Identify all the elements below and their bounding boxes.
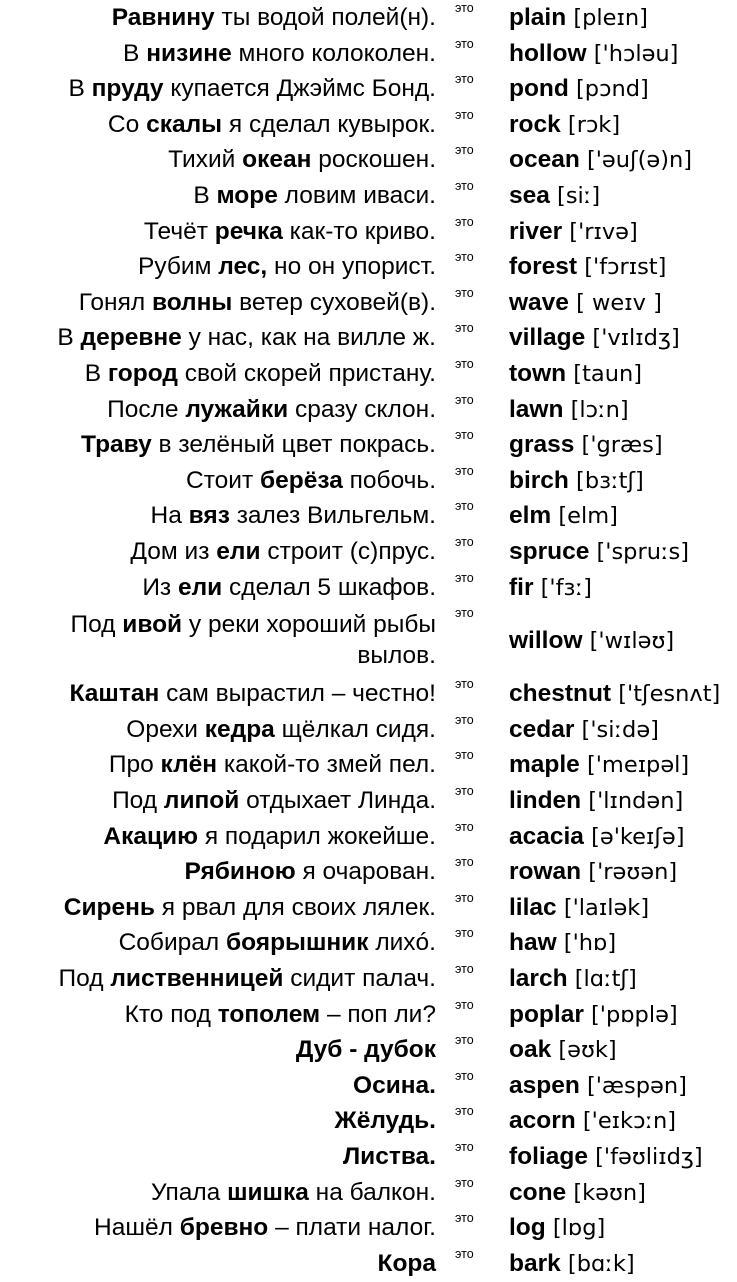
english-entry <box>509 712 659 749</box>
russian-keyword: ели <box>216 538 261 565</box>
russian-keyword: лес, <box>218 253 268 281</box>
russian-keyword: вяз <box>188 502 230 530</box>
russian-mnemonic <box>0 676 436 712</box>
russian-keyword: Осина. <box>353 1071 436 1099</box>
transcription: ['fɜː] <box>533 574 592 601</box>
russian-keyword: Рябиною <box>184 858 296 886</box>
english-entry <box>509 356 642 393</box>
russian-text: в зелёный цвет покрась. <box>151 431 436 459</box>
connector-label: это <box>455 748 474 763</box>
vocab-row <box>0 320 737 356</box>
russian-mnemonic <box>0 71 436 107</box>
russian-text: Рубим <box>138 253 219 281</box>
vocab-row <box>0 1139 737 1175</box>
russian-mnemonic <box>0 1246 436 1282</box>
russian-text: Орехи <box>126 715 205 743</box>
russian-keyword: скалы <box>146 110 223 138</box>
russian-text: как-то криво. <box>282 217 436 245</box>
russian-mnemonic <box>0 1175 436 1211</box>
russian-text: Гонял <box>78 288 152 316</box>
vocab-row <box>0 356 737 392</box>
russian-text: побочь. <box>342 466 436 494</box>
vocab-row <box>0 854 737 890</box>
russian-mnemonic <box>0 1032 436 1068</box>
english-entry <box>509 0 648 37</box>
connector-label: это <box>455 535 474 549</box>
transcription: ['meɪpəl] <box>579 752 690 779</box>
transcription: [pɔnd] <box>568 76 649 103</box>
english-word: ocean <box>509 146 580 174</box>
vocab-row <box>0 36 737 72</box>
russian-keyword: берёза <box>260 466 343 494</box>
russian-text: я сделал кувырок. <box>222 110 436 138</box>
english-word: aspen <box>509 1071 580 1099</box>
russian-text: купается Джэймс Бонд. <box>163 75 436 103</box>
russian-text: Стоит <box>186 466 260 494</box>
connector-label: это <box>455 1140 474 1154</box>
english-word: grass <box>509 431 575 459</box>
english-entry <box>509 925 616 962</box>
russian-text: На <box>150 502 189 530</box>
russian-keyword: океан <box>242 146 312 174</box>
russian-keyword: Акацию <box>103 822 199 850</box>
vocab-row <box>0 392 737 428</box>
english-word: cone <box>509 1178 567 1206</box>
russian-keyword: низине <box>146 39 232 67</box>
connector-label: это <box>455 926 474 941</box>
vocab-row <box>0 534 737 570</box>
russian-keyword: клён <box>160 751 218 779</box>
russian-text: сидит палач. <box>283 965 436 992</box>
russian-mnemonic <box>0 178 436 214</box>
russian-mnemonic <box>0 392 436 428</box>
transcription: ['eɪkɔːn] <box>575 1108 677 1135</box>
russian-text: В <box>84 360 108 387</box>
connector-label: это <box>455 36 474 51</box>
english-word: elm <box>509 502 552 530</box>
russian-text: я рвал для своих лялек. <box>154 893 436 921</box>
connector-label: это <box>455 962 474 976</box>
russian-mnemonic <box>0 570 436 606</box>
english-word: rowan <box>509 858 582 886</box>
vocab-row <box>0 1246 737 1282</box>
english-entry <box>509 214 638 251</box>
english-entry <box>509 392 629 429</box>
english-word: birch <box>509 466 569 494</box>
connector-label: это <box>455 890 474 905</box>
connector-label: это <box>455 285 474 300</box>
transcription: ['wɪləʊ] <box>582 627 675 654</box>
connector-label: это <box>455 214 474 229</box>
russian-text: какой-то змей пел. <box>217 751 436 779</box>
vocab-row <box>0 783 737 819</box>
russian-mnemonic <box>0 107 436 143</box>
russian-text: Под <box>58 965 111 992</box>
russian-keyword: липой <box>163 787 240 814</box>
vocab-row <box>0 463 737 499</box>
russian-text: я очарован. <box>295 858 436 886</box>
transcription: [elm] <box>551 503 618 530</box>
vocab-row <box>0 107 737 143</box>
russian-keyword: Листва. <box>342 1143 436 1170</box>
russian-text: – поп ли? <box>320 1000 436 1028</box>
russian-mnemonic <box>0 142 436 178</box>
vocab-row <box>0 0 737 36</box>
vocab-row <box>0 498 737 534</box>
russian-keyword: лиственницей <box>110 965 284 992</box>
russian-mnemonic <box>0 498 436 534</box>
transcription: ['fɔrɪst] <box>577 254 667 281</box>
russian-keyword: деревне <box>80 324 182 352</box>
connector-label: это <box>455 1104 474 1119</box>
english-entry <box>509 783 683 820</box>
russian-text: отдыхает Линда. <box>239 787 436 814</box>
english-word: village <box>509 324 586 352</box>
russian-mnemonic <box>0 356 436 392</box>
russian-text: В <box>123 39 147 67</box>
russian-text: лихó. <box>368 929 436 957</box>
vocab-row <box>0 1210 737 1246</box>
russian-text: ты водой полей(н). <box>214 4 436 31</box>
english-word: oak <box>509 1036 552 1064</box>
connector-label: это <box>455 499 474 514</box>
russian-text: Со <box>107 110 147 138</box>
russian-text: Про <box>108 751 161 779</box>
russian-mnemonic <box>0 463 436 499</box>
vocab-row <box>0 1032 737 1068</box>
russian-text: Тихий <box>168 146 243 174</box>
russian-keyword: Сирень <box>63 893 155 921</box>
russian-keyword: Каштан <box>69 680 160 708</box>
russian-mnemonic <box>0 427 436 463</box>
russian-keyword: Равнину <box>111 4 215 31</box>
russian-mnemonic <box>0 214 436 250</box>
russian-mnemonic <box>0 854 436 890</box>
english-word: log <box>509 1214 546 1242</box>
russian-text: сделал 5 шкафов. <box>222 573 436 601</box>
transcription: [əʊk] <box>551 1037 617 1064</box>
transcription: [kəʊn] <box>566 1179 646 1206</box>
transcription: ['tʃesnʌt] <box>611 681 721 708</box>
english-entry <box>509 997 678 1034</box>
transcription: ['æspən] <box>579 1072 687 1099</box>
russian-mnemonic <box>0 1139 436 1175</box>
english-entry <box>509 676 720 713</box>
transcription: ['laɪlək] <box>556 894 650 921</box>
connector-label: это <box>455 1033 474 1048</box>
english-entry <box>509 107 620 144</box>
english-word: lilac <box>509 893 557 921</box>
english-word: pond <box>509 75 569 103</box>
english-word: acacia <box>509 822 584 850</box>
russian-mnemonic <box>0 320 436 356</box>
connector-label: это <box>455 1175 474 1190</box>
russian-text: свой скорей пристану. <box>177 360 436 387</box>
russian-mnemonic <box>0 890 436 926</box>
russian-keyword: шишка <box>227 1178 309 1206</box>
russian-text: Собирал <box>118 929 226 957</box>
vocab-row <box>0 747 737 783</box>
transcription: [bɜːtʃ] <box>568 467 644 494</box>
connector-label: это <box>455 1211 474 1226</box>
english-entry <box>509 249 666 286</box>
russian-keyword: ели <box>177 573 223 601</box>
connector-label: это <box>455 1068 474 1083</box>
transcription: ['spruːs] <box>589 539 690 565</box>
transcription: [lɒg] <box>545 1215 606 1242</box>
transcription: [ə'keɪʃə] <box>583 823 685 850</box>
russian-text: у реки хороший рыбы вылов. <box>182 611 436 670</box>
russian-text: ветер суховей(в). <box>232 288 436 316</box>
connector-label: это <box>455 392 474 407</box>
transcription: ['hɔləu] <box>586 40 679 67</box>
transcription: ['hɒ] <box>556 930 617 957</box>
connector-label: это <box>455 179 474 193</box>
connector-label: это <box>455 606 474 621</box>
transcription: ['fəʊliɪdʒ] <box>587 1144 703 1170</box>
transcription: [lɑːtʃ] <box>567 966 637 992</box>
english-word: larch <box>509 965 568 992</box>
connector-label: это <box>455 784 474 798</box>
english-entry <box>509 890 649 927</box>
english-word: willow <box>509 626 583 654</box>
connector-label: это <box>455 428 474 443</box>
english-word: wave <box>509 288 569 316</box>
russian-text: В <box>193 182 217 209</box>
transcription: ['rəʊən] <box>581 859 678 886</box>
transcription: [taun] <box>566 361 642 387</box>
russian-text: В <box>68 75 92 103</box>
vocab-row <box>0 712 737 748</box>
transcription: [bɑːk] <box>560 1250 635 1277</box>
english-word: poplar <box>509 1000 584 1028</box>
english-entry <box>509 1210 605 1247</box>
russian-keyword: Дуб - дубок <box>295 1036 436 1064</box>
russian-keyword: пруду <box>91 75 164 103</box>
russian-text: роскошен. <box>311 146 436 174</box>
english-entry <box>509 1032 617 1069</box>
connector-label: это <box>455 1246 474 1261</box>
transcription: ['siːdə] <box>574 716 659 743</box>
russian-mnemonic <box>0 609 436 671</box>
english-entry <box>509 1175 646 1212</box>
russian-text: у нас, как на вилле ж. <box>181 324 436 352</box>
russian-mnemonic <box>0 0 436 36</box>
connector-label: это <box>455 997 474 1012</box>
english-entry <box>509 854 677 891</box>
vocab-row <box>0 819 737 855</box>
russian-keyword: волны <box>151 288 233 316</box>
english-entry <box>509 1068 687 1105</box>
russian-text: Кто под <box>124 1000 218 1028</box>
english-entry <box>509 534 689 571</box>
vocab-row <box>0 1068 737 1104</box>
russian-keyword: море <box>216 182 278 209</box>
english-word: hollow <box>509 39 587 67</box>
english-word: bark <box>509 1249 561 1277</box>
russian-keyword: боярышник <box>226 929 369 957</box>
connector-label: это <box>455 463 474 478</box>
transcription: [siː] <box>549 183 601 209</box>
english-entry <box>509 178 600 215</box>
connector-label: это <box>455 712 474 727</box>
vocab-row <box>0 961 737 997</box>
vocab-row <box>0 997 737 1033</box>
russian-keyword: ивой <box>122 611 183 639</box>
english-word: cedar <box>509 715 575 743</box>
english-entry <box>509 498 618 535</box>
vocab-row <box>0 570 737 606</box>
vocab-row <box>0 142 737 178</box>
russian-mnemonic <box>0 747 436 783</box>
russian-text: Под <box>70 611 123 639</box>
transcription: [lɔːn] <box>563 396 629 423</box>
english-word: foliage <box>509 1143 588 1170</box>
russian-text: Нашёл <box>94 1214 180 1242</box>
english-entry <box>509 1139 703 1176</box>
connector-label: это <box>455 357 474 371</box>
russian-text: сразу склон. <box>288 395 436 423</box>
english-word: maple <box>509 751 580 779</box>
vocab-row <box>0 925 737 961</box>
english-entry <box>509 1103 676 1140</box>
english-word: rock <box>509 110 561 138</box>
transcription: ['vɪlɪdʒ] <box>585 325 680 352</box>
vocab-row <box>0 178 737 214</box>
connector-label: это <box>455 570 474 585</box>
russian-keyword: кедра <box>204 715 275 743</box>
russian-text: щёлкал сидя. <box>274 715 436 743</box>
connector-label: это <box>455 250 474 265</box>
english-word: chestnut <box>509 680 612 708</box>
connector-label: это <box>455 1 474 15</box>
transcription: [pleɪn] <box>566 5 648 31</box>
russian-text: строит (с)прус. <box>260 538 436 565</box>
english-entry <box>509 285 662 322</box>
russian-text: ловим иваси. <box>277 182 436 209</box>
english-entry <box>509 36 678 73</box>
english-entry <box>509 320 680 357</box>
russian-text: на балкон. <box>308 1178 436 1206</box>
russian-text: Из <box>142 573 178 601</box>
vocab-row <box>0 249 737 285</box>
russian-mnemonic <box>0 36 436 72</box>
transcription: [rɔk] <box>560 111 621 138</box>
vocab-row <box>0 1175 737 1211</box>
transcription: ['græs] <box>574 432 663 459</box>
vocab-row <box>0 285 737 321</box>
english-entry <box>509 463 644 500</box>
transcription: ['pɒplə] <box>583 1001 678 1028</box>
transcription: [ weɪv ] <box>568 289 662 316</box>
vocab-row <box>0 676 737 712</box>
vocab-row <box>0 890 737 926</box>
russian-mnemonic <box>0 712 436 748</box>
russian-keyword: Жёлудь. <box>334 1107 436 1135</box>
russian-text: Дом из <box>130 538 217 565</box>
transcription: ['lɪndən] <box>581 788 684 814</box>
russian-keyword: бревно <box>179 1214 269 1242</box>
connector-label: это <box>455 72 474 87</box>
english-word: river <box>509 217 563 245</box>
russian-keyword: тополем <box>217 1000 321 1028</box>
russian-text: я подарил жокейше. <box>198 822 436 850</box>
english-entry <box>509 570 592 607</box>
vocab-row <box>0 71 737 107</box>
english-entry <box>509 71 649 108</box>
russian-mnemonic <box>0 534 436 570</box>
english-word: linden <box>509 787 582 814</box>
english-word: sea <box>509 182 550 209</box>
transcription: ['rɪvə] <box>562 218 638 245</box>
english-entry <box>509 1246 635 1282</box>
russian-mnemonic <box>0 1210 436 1246</box>
english-word: acorn <box>509 1107 576 1135</box>
english-word: lawn <box>509 395 564 423</box>
english-entry <box>509 747 689 784</box>
russian-text: После <box>107 395 186 423</box>
russian-text: Упала <box>150 1178 228 1206</box>
english-word: plain <box>509 4 567 31</box>
russian-text: залез Вильгельм. <box>229 502 436 530</box>
english-entry <box>509 142 692 179</box>
transcription: ['əuʃ(ə)n] <box>579 147 693 174</box>
english-word: haw <box>509 929 557 957</box>
russian-keyword: лужайки <box>185 395 289 423</box>
russian-mnemonic <box>0 1068 436 1104</box>
vocab-row <box>0 427 737 463</box>
russian-mnemonic <box>0 961 436 997</box>
russian-keyword: Траву <box>81 431 152 459</box>
russian-keyword: Кора <box>377 1249 436 1277</box>
english-entry <box>509 961 637 998</box>
russian-mnemonic <box>0 1103 436 1139</box>
russian-text: Под <box>112 787 164 814</box>
vocab-row <box>0 214 737 250</box>
connector-label: это <box>455 855 474 870</box>
russian-mnemonic <box>0 819 436 855</box>
english-word: forest <box>509 253 578 281</box>
english-entry <box>509 623 674 660</box>
russian-mnemonic <box>0 925 436 961</box>
russian-text: но он упорист. <box>267 253 436 281</box>
english-entry <box>509 427 663 464</box>
connector-label: это <box>455 677 474 692</box>
russian-text: сам вырастил – честно! <box>159 680 436 708</box>
russian-keyword: речка <box>214 217 283 245</box>
connector-label: это <box>455 107 474 122</box>
russian-text: – плати налог. <box>268 1214 436 1242</box>
russian-keyword: город <box>107 360 178 387</box>
vocab-row <box>0 605 737 676</box>
connector-label: это <box>455 819 474 834</box>
english-word: fir <box>509 573 534 601</box>
vocab-row <box>0 1103 737 1139</box>
russian-mnemonic <box>0 997 436 1033</box>
english-entry <box>509 819 685 856</box>
connector-label: это <box>455 143 474 158</box>
connector-label: это <box>455 321 474 336</box>
russian-mnemonic <box>0 783 436 819</box>
russian-text: много колоколен. <box>231 39 436 67</box>
russian-text: В <box>57 324 81 352</box>
english-word: spruce <box>509 538 590 565</box>
english-word: town <box>509 360 567 387</box>
russian-mnemonic <box>0 285 436 321</box>
russian-mnemonic <box>0 249 436 285</box>
russian-text: Течёт <box>143 217 215 245</box>
